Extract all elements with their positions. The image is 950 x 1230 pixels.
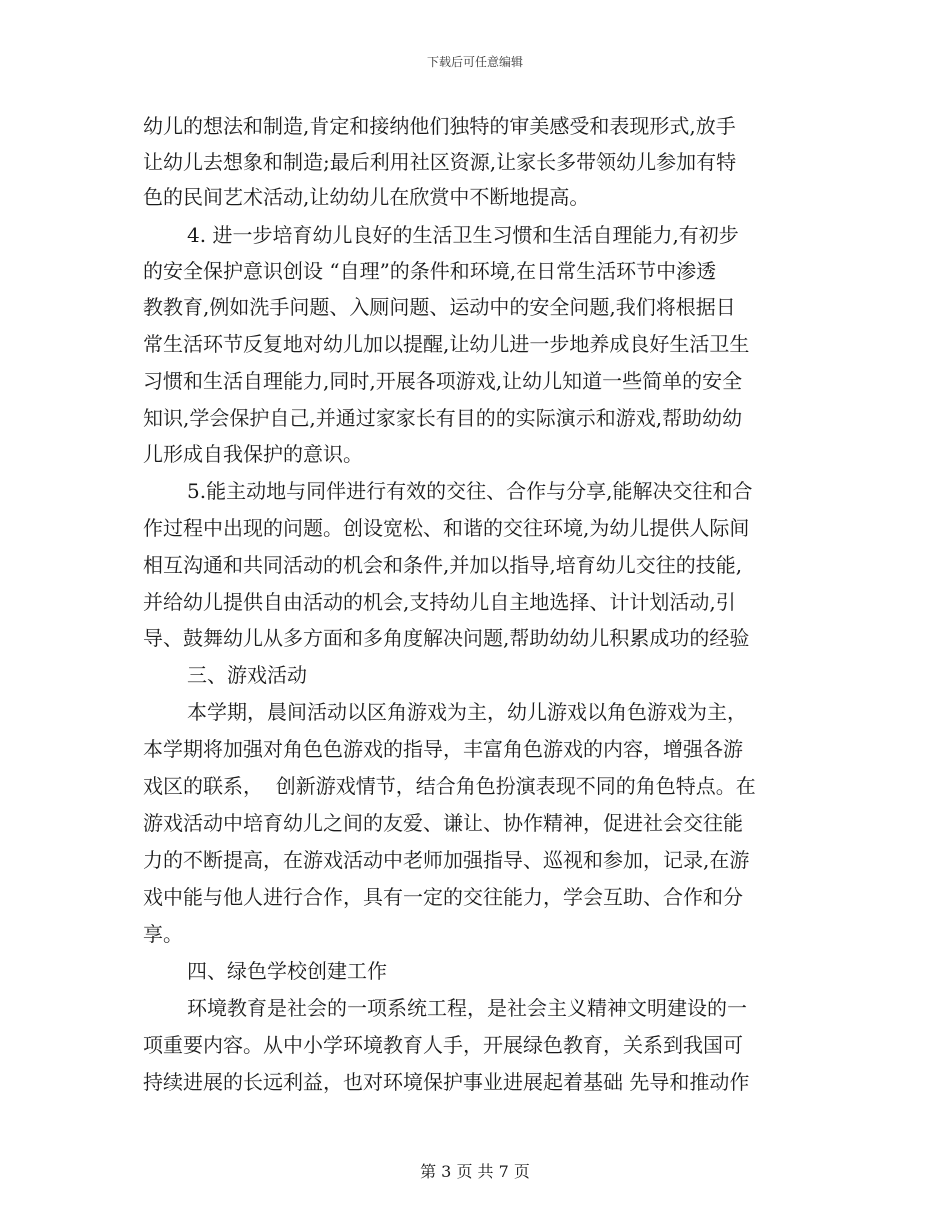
section-heading: 四、绿色学校创建工作 — [187, 959, 387, 983]
text-line: 知识,学会保护自己,并通过家家长有目的的实际演示和游戏,帮助幼幼 — [143, 406, 743, 430]
text-line: 幼儿的想法和制造,肯定和接纳他们独特的审美感受和表现形式,放手 — [143, 114, 736, 138]
text-line: 力的不断提高，在游戏活动中老师加强指导、巡视和参加，记录,在游 — [143, 848, 750, 872]
text-line: 作过程中出现的问题。创设宽松、和谐的交往环境,为幼儿提供人际间 — [143, 516, 750, 540]
text-line: 让幼儿去想象和制造;最后利用社区资源,让家长多带领幼儿参加有特 — [143, 150, 737, 174]
text-line: 常生活环节反复地对幼儿加以提醒,让幼儿进一步地养成良好生活卫生 — [143, 332, 750, 356]
text-line: 游戏活动中培育幼儿之间的友爱、谦让、协作精神，促进社会交往能 — [143, 811, 743, 835]
text-line: 享。 — [143, 922, 183, 946]
page-header: 下载后可任意编辑 — [426, 55, 523, 69]
text-line: 色的民间艺术活动,让幼幼儿在欣赏中不断地提高。 — [143, 185, 590, 209]
text-line: 习惯和生活自理能力,同时,开展各项游戏,让幼儿知道一些简单的安全 — [143, 369, 743, 393]
page-number-footer: 第 3 页 共 7 页 — [420, 1162, 530, 1181]
text-line: 儿形成自我保护的意识。 — [143, 442, 363, 466]
text-line: 相互沟通和共同活动的机会和条件,并加以指导,培育幼儿交往的技能, — [143, 553, 743, 577]
text-line: 戏中能与他人进行合作，具有一定的交往能力，学会互助、合作和分 — [143, 885, 743, 909]
text-line: 持续进展的长远利益，也对环境保护事业进展起着基础 先导和推动作 — [143, 1070, 750, 1094]
text-line: 戏区的联系， 创新游戏情节，结合角色扮演表现不同的角色特点。在 — [143, 774, 756, 798]
text-line: 的安全保护意识创设 “自理”的条件和环境,在日常生活环节中渗透 — [143, 259, 717, 283]
text-line: 本学期，晨间活动以区角游戏为主，幼儿游戏以角色游戏为主， — [187, 700, 747, 724]
text-line: 教教育,例如洗手问题、入厕问题、运动中的安全问题,我们将根据日 — [143, 295, 736, 319]
text-line: 本学期将加强对角色色游戏的指导，丰富角色游戏的内容，增强各游 — [143, 737, 743, 761]
text-line: 环境教育是社会的一项系统工程，是社会主义精神文明建设的一 — [187, 996, 747, 1020]
section-heading: 三、游戏活动 — [187, 663, 307, 687]
text-line: 并给幼儿提供自由活动的机会,支持幼儿自主地选择、计计划活动,引 — [143, 590, 736, 614]
text-line: 项重要内容。从中小学环境教育人手，开展绿色教育，关系到我国可 — [143, 1033, 743, 1057]
text-line: 导、鼓舞幼儿从多方面和多角度解决问题,帮助幼幼儿积累成功的经验 — [143, 626, 750, 650]
text-line: 5.能主动地与同伴进行有效的交往、合作与分享,能解决交往和合 — [187, 479, 753, 503]
text-line: 4. 进一步培育幼儿良好的生活卫生习惯和生活自理能力,有初步 — [187, 223, 739, 247]
